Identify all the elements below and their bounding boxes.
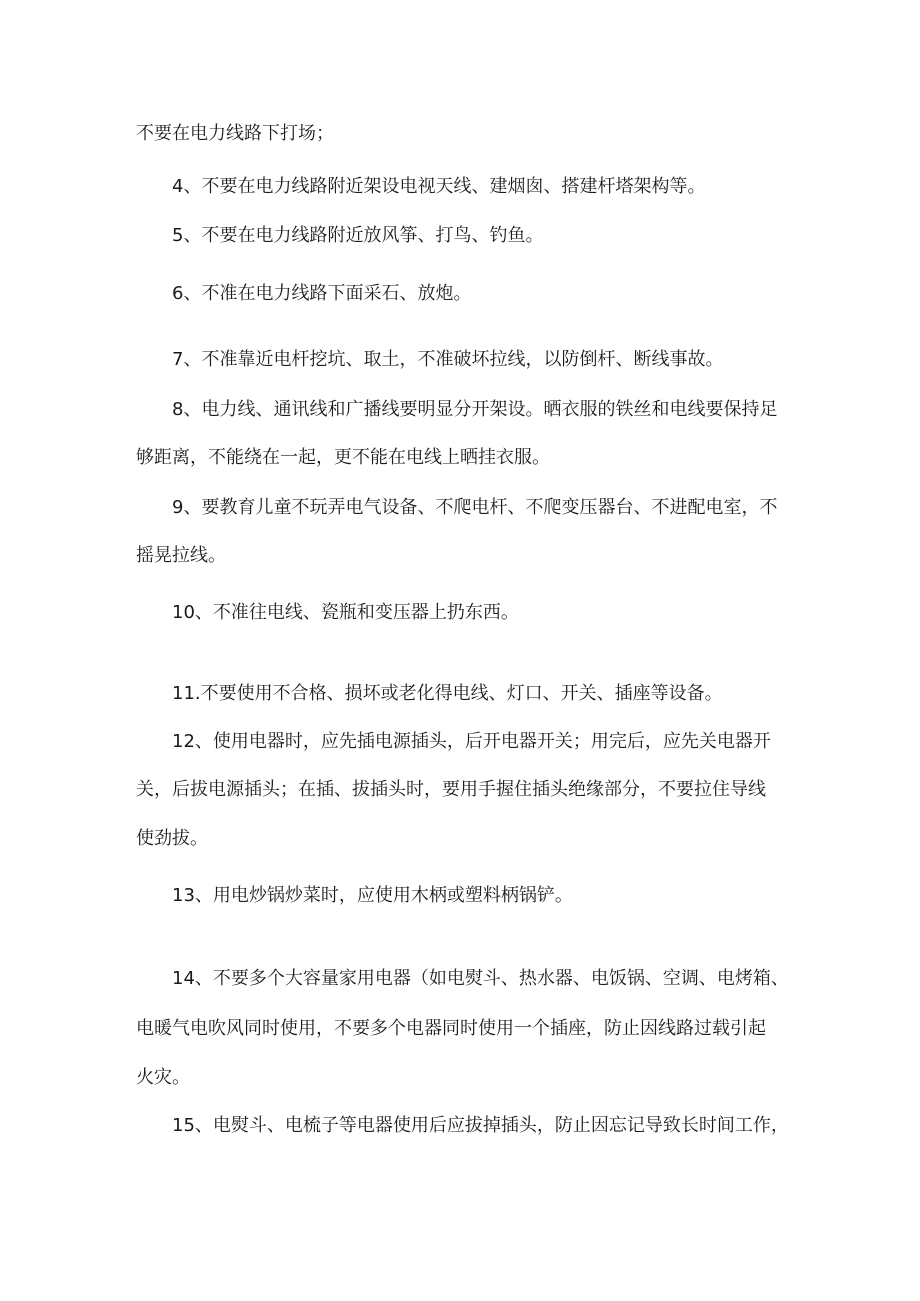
text-line: 摇晃拉线。 [136,545,226,566]
text-line: 够距离，不能绕在一起，更不能在电线上晒挂衣服。 [136,447,550,468]
text-line: 电暖气电吹风同时使用，不要多个电器同时使用一个插座，防止因线路过载引起 [136,1018,766,1039]
text-line: 6、不准在电力线路下面采石、放炮。 [172,283,472,304]
text-line: 7、不准靠近电杆挖坑、取土，不准破坏拉线，以防倒杆、断线事故。 [172,349,724,370]
text-line: 15、电熨斗、电梳子等电器使用后应拔掉插头，防止因忘记导致长时间工作， [172,1115,789,1136]
text-line: 5、不要在电力线路附近放风筝、打鸟、钓鱼。 [172,225,544,246]
text-line: 14、不要多个大容量家用电器（如电熨斗、热水器、电饭锅、空调、电烤箱、 [172,968,789,989]
text-line: 4、不要在电力线路附近架设电视天线、建烟囱、搭建杆塔架构等。 [172,176,706,197]
text-line: 使劲拔。 [136,828,208,849]
text-line: 火灾。 [136,1067,190,1088]
text-line: 12、使用电器时，应先插电源插头，后开电器开关；用完后，应先关电器开 [172,731,771,752]
text-line: 13、用电炒锅炒菜时，应使用木柄或塑料柄锅铲。 [172,885,573,906]
text-line: 11.不要使用不合格、损坏或老化得电线、灯口、开关、插座等设备。 [172,683,723,704]
text-line: 9、要教育儿童不玩弄电气设备、不爬电杆、不爬变压器台、不进配电室，不 [172,497,778,518]
text-line: 不要在电力线路下打场； [136,123,334,144]
text-line: 关，后拔电源插头；在插、拔插头时，要用手握住插头绝缘部分，不要拉住导线 [136,779,766,800]
text-line: 8、电力线、通讯线和广播线要明显分开架设。晒衣服的铁丝和电线要保持足 [172,399,778,420]
text-line: 10、不准往电线、瓷瓶和变压器上扔东西。 [172,602,519,623]
